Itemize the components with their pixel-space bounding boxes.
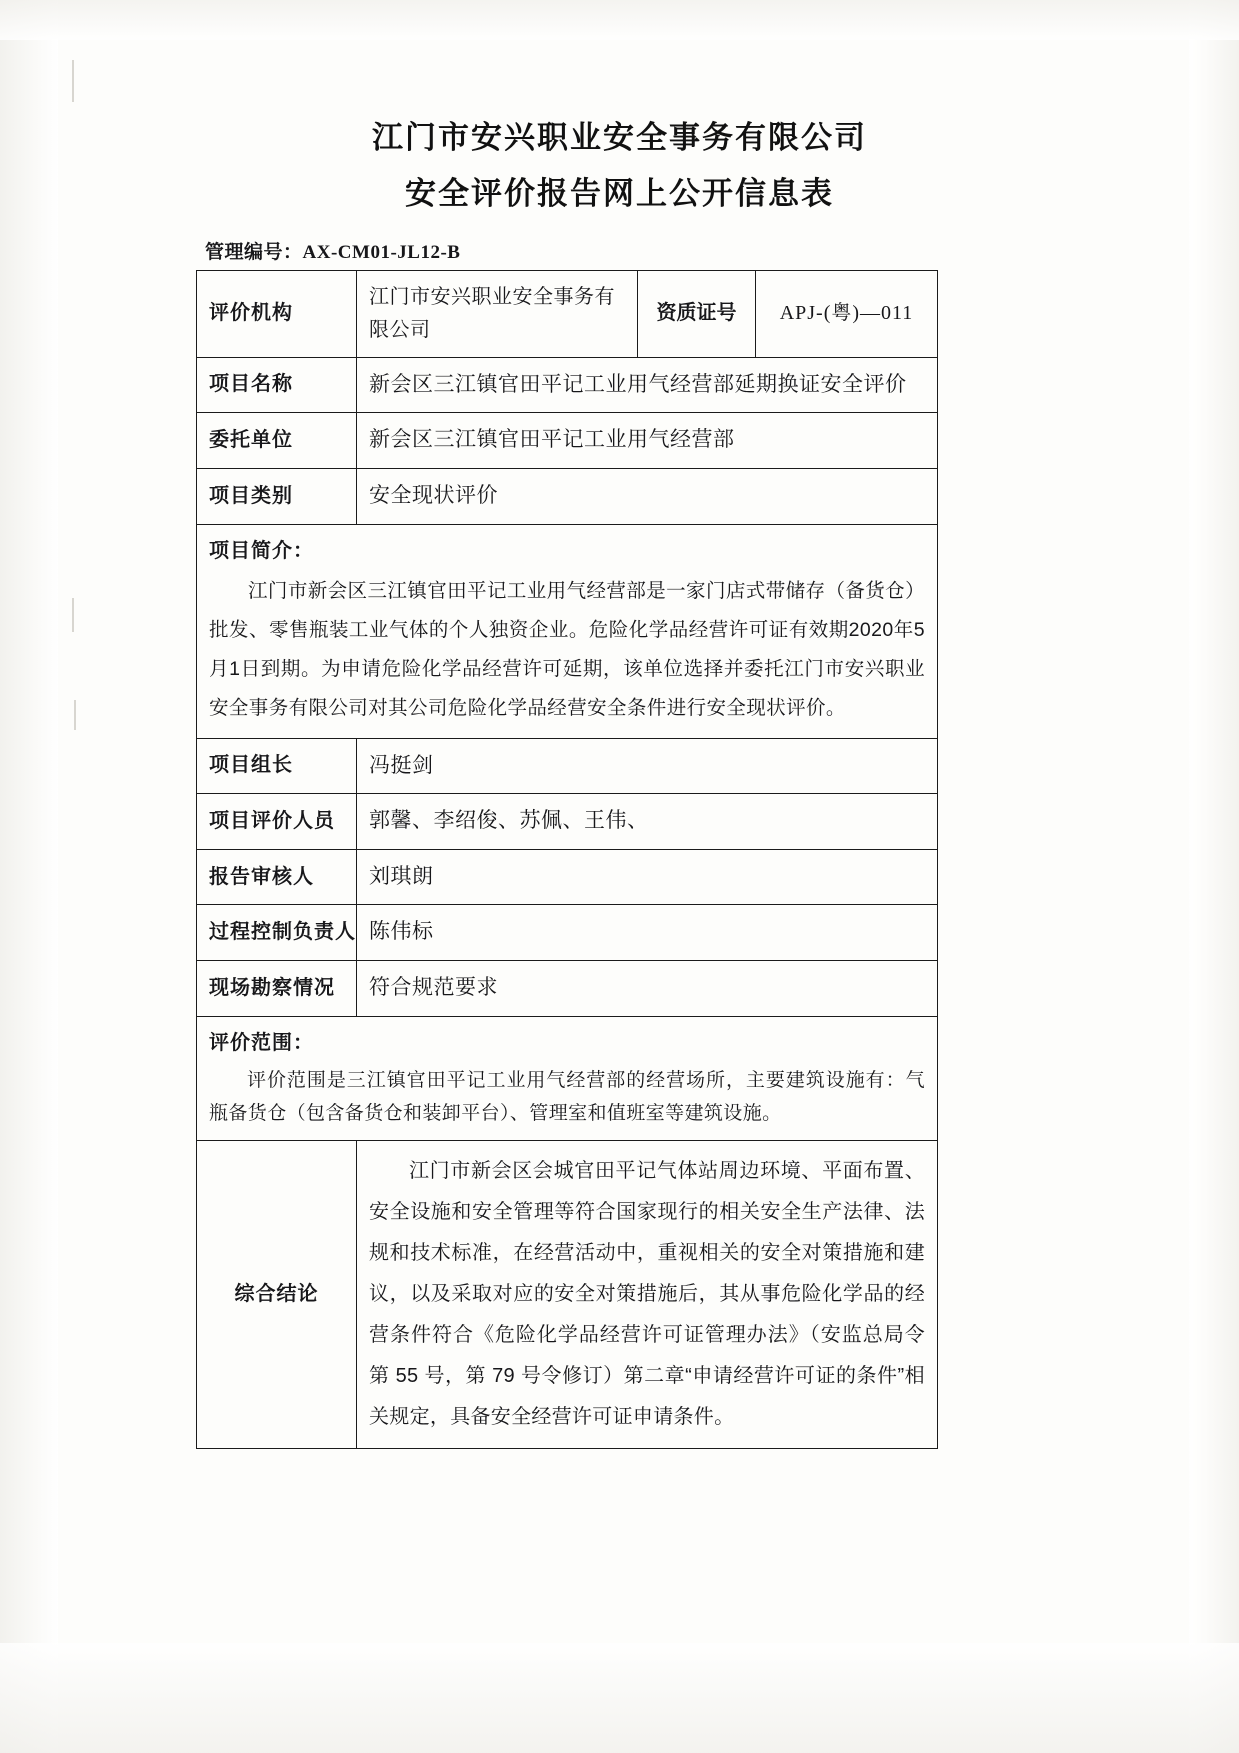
table-row — [197, 270, 938, 357]
table-row — [197, 794, 938, 850]
project-intro-text: 江门市新会区三江镇官田平记工业用气经营部是一家门店式带储存（备货仓）批发、零售瓶装工业气体的个人独资企业。危险化学品经营许可证有效期2020年5月1日到期。为申请危险化学品经营许可延期，该单位选择并委托江门市安兴职业安全事务有限公司对其公司危险化学品经营安全条件进行安全现状评价。 — [209, 579, 925, 719]
assessors-label: 项目评价人员 — [197, 794, 357, 850]
table-row — [197, 468, 938, 524]
table-row — [197, 413, 938, 469]
cert-label: 资质证号 — [638, 270, 756, 357]
page-edge-bottom — [0, 1643, 1239, 1753]
leader-label: 项目组长 — [197, 738, 357, 794]
project-type-label: 项目类别 — [197, 468, 357, 524]
admin-number-label: 管理编号： — [205, 241, 303, 263]
process-control-label: 过程控制负责人 — [197, 905, 357, 961]
table-row — [197, 849, 938, 905]
site-survey-label: 现场勘察情况 — [197, 961, 357, 1017]
page-title-line1: 江门市安兴职业安全事务有限公司 — [372, 120, 867, 155]
info-table — [196, 270, 938, 1450]
scope-text: 评价范围是三江镇官田平记工业用气经营部的经营场所，主要建筑设施有：气瓶备货仓（包含备货仓和装卸平台）、管理室和值班室等建筑设施。 — [209, 1069, 925, 1124]
site-survey-value: 符合规范要求 — [357, 961, 938, 1017]
project-type-value: 安全现状评价 — [357, 468, 938, 524]
table-row — [197, 1016, 938, 1141]
conclusion-text: 江门市新会区会城官田平记气体站周边环境、平面布置、安全设施和安全管理等符合国家现行的相关安全生产法律、法规和技术标准，在经营活动中，重视相关的安全对策措施和建议，以及采取对应的安全对策措施后，其从事危险化学品的经营条件符合《危险化学品经营许可证管理办法》（安监总局令第 55 号，第 79 号令修订）第二章“申请经营许可证的条件”相关规定，具备安全经营许可证申请条件。 — [369, 1160, 925, 1429]
admin-number-value: AX-CM01-JL12-B — [302, 241, 461, 263]
conclusion-label: 综合结论 — [197, 1141, 357, 1449]
conclusion-cell — [357, 1141, 938, 1449]
table-row — [197, 961, 938, 1017]
assessors-value: 郭馨、李绍俊、苏佩、王伟、 — [357, 794, 938, 850]
client-label: 委托单位 — [197, 413, 357, 469]
project-intro-cell — [197, 524, 938, 738]
title-block — [0, 118, 1239, 215]
scope-cell — [197, 1016, 938, 1141]
table-row — [197, 1141, 938, 1449]
client-value: 新会区三江镇官田平记工业用气经营部 — [357, 413, 938, 469]
agency-label: 评价机构 — [197, 270, 357, 357]
table-row — [197, 524, 938, 738]
project-name-label: 项目名称 — [197, 357, 357, 413]
cert-value: APJ-(粤)—011 — [756, 270, 938, 357]
project-intro-label: 项目简介： — [209, 539, 314, 562]
scope-label: 评价范围： — [209, 1031, 314, 1054]
table-row — [197, 738, 938, 794]
leader-value: 冯挺剑 — [357, 738, 938, 794]
admin-number — [205, 237, 1239, 264]
project-name-value: 新会区三江镇官田平记工业用气经营部延期换证安全评价 — [357, 357, 938, 413]
process-control-value: 陈伟标 — [357, 905, 938, 961]
agency-value: 江门市安兴职业安全事务有限公司 — [357, 270, 638, 357]
reviewer-value: 刘琪朗 — [357, 849, 938, 905]
reviewer-label: 报告审核人 — [197, 849, 357, 905]
table-row — [197, 905, 938, 961]
page-title-line2: 安全评价报告网上公开信息表 — [405, 176, 834, 212]
table-row — [197, 357, 938, 413]
